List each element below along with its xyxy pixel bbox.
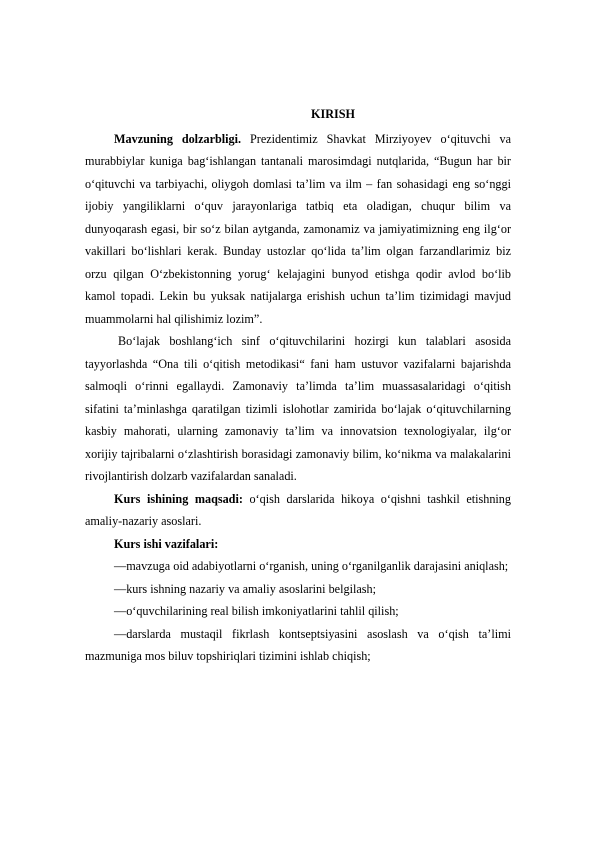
tasks-heading: Kurs ishi vazifalari: [114,536,219,551]
paragraph-text: o‘qish darslarida hikoya o‘qishni tashkil etishning amaliy-nazariy asoslari. [85,491,511,528]
task-item: —mavzuga oid adabiyotlarni o‘rganish, uning o‘rganilganlik darajasini aniqlash; [114,559,509,573]
paragraph-context: Bo‘lajak boshlang‘ich sinf o‘qituvchilarini hozirgi kun talablari asosida tayyorlashda “Ona tili o‘qitish metodikasi“ fani ham ustuvor vazifalarni bajarishda salmoqli o‘rinni egallaydi. Zamonaviy ta’limda ta’lim muassasalaridagi o‘qitish sifatini ta’minlashga qaratilgan tizimli islohotlar zamirida bo‘lajak o‘qituvchilarning kasbiy mahorati, ularning zamonaviy ta’lim va innovatsion texnologiyalar, ilg‘or xorijiy tajribalarni o‘zlashtirish borasidagi zamonaviy bilim, ko‘nikma va malakalarini rivojlantirish dolzarb vazifalardan sanaladi. [85,334,511,483]
task-item: —darslarda mustaqil fikrlash kontseptsiyasini asoslash va o‘qish ta’limi mazmuniga mos biluv topshiriqlari tizimini ishlab chiqish; [85,626,511,663]
paragraph-lead: Kurs ishining maqsadi: [114,491,243,506]
paragraph-goal [85,488,511,533]
paragraph-lead: Mavzuning dolzarbligi. [114,131,242,146]
section-heading: KIRISH [310,107,356,121]
task-item: —o‘quvchilarining real bilish imkoniyatlarini tahlil qilish; [114,604,399,618]
task-item: —kurs ishning nazariy va amaliy asoslarini belgilash; [114,581,376,596]
paragraph-text: Prezidentimiz Shavkat Mirziyoyev o‘qituvchi va murabbiylar kuniga bag‘ishlangan tantanali marosimdagi nutqlarida, “Bugun har bir o‘qituvchi va tarbiyachi, oliygoh domlasi ta’lim va ilm – fan sohasidagi eng so‘nggi ijobiy yangiliklarni o‘quv jarayonlariga tatbiq eta oladigan, chuqur bilim va dunyoqarash egasi, bir so‘z bilan aytganda, zamonamiz va jamiyatimizning eng ilg‘or vakillari bo‘lishlari kerak. Bunday ustozlar qo‘lida ta’lim olgan farzandlarimiz biz orzu qilgan O‘zbekistonning yorug‘ kelajagini bunyod etishga qodir avlod bo‘lib kamol topadi. Lekin bu yuksak natijalarga erishish uchun ta’lim tizimidagi mavjud muammolarni hal qilishimiz lozim”. [85,131,511,326]
page-content [85,103,511,668]
paragraph-relevance [85,128,511,331]
